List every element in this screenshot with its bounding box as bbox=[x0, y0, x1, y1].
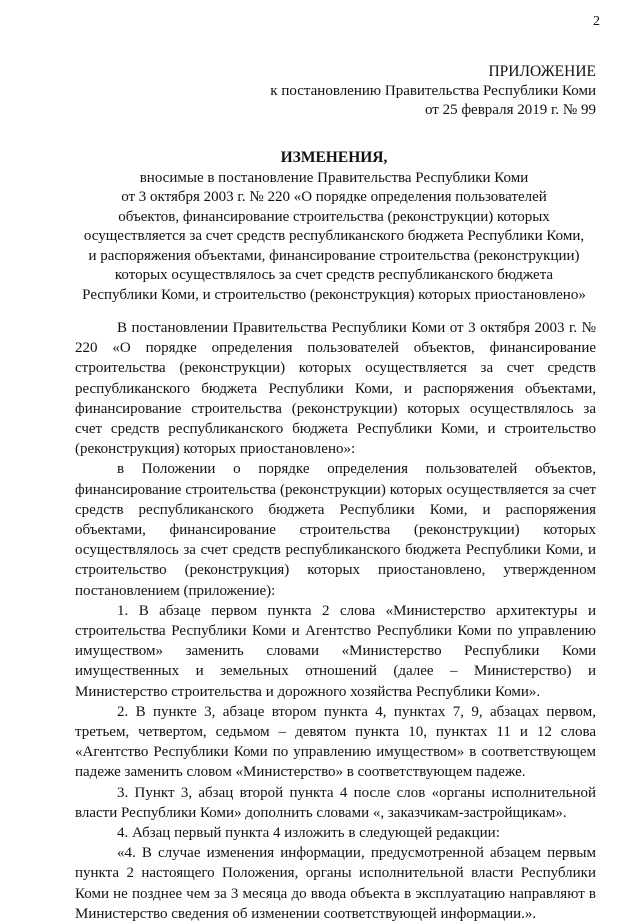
changes-header bbox=[64, 148, 604, 305]
changes-subtitle-line: и распоряжения объектами, финансирование строительства (реконструкции) bbox=[88, 247, 580, 264]
appendix-line: к постановлению Правительства Республики Коми bbox=[270, 82, 596, 99]
appendix-heading: ПРИЛОЖЕНИЕ bbox=[488, 63, 596, 80]
changes-subtitle-line: объектов, финансирование строительства (реконструкции) которых bbox=[118, 208, 550, 225]
body-paragraph: 1. В абзаце первом пункта 2 слова «Министерство архитектуры и строительства Республики Коми и Агентство Республики Коми по управлению имуществом» заменить словами «Министерство Республики Коми имущественных и земельных отношений (далее – Министерство) и Министерство строительства и дорожного хозяйства Республики Коми». bbox=[75, 602, 596, 700]
body-paragraph: в Положении о порядке определения пользователей объектов, финансирование строительства (реконструкции) которых осуществляется за счет средств республиканского бюджета Республики Коми, и распоряжения объектами, финансирование строительства (реконструкции) которых осуществлялось за счет средств республиканского бюджета Республики Коми, и строительство (реконструкция) которых приостановлено, утвержденном постановлением (приложение): bbox=[75, 461, 596, 599]
page-number: 2 bbox=[593, 14, 600, 29]
appendix-line: от 25 февраля 2019 г. № 99 bbox=[424, 102, 596, 118]
changes-subtitle-line: от 3 октября 2003 г. № 220 «О порядке определения пользователей bbox=[121, 189, 547, 205]
body-paragraph: «4. В случае изменения информации, предусмотренной абзацем первым пункта 2 настоящего Положения, органы исполнительной власти Республики Коми не позднее чем за 3 месяца до ввода объекта в эксплуатацию направляют в Министерство сведения об изменении соответствующей информации.». bbox=[75, 845, 596, 922]
changes-subtitle-line: осуществляется за счет средств республиканского бюджета Республики Коми, bbox=[83, 228, 585, 244]
body-paragraph: 4. Абзац первый пункта 4 изложить в следующей редакции: bbox=[117, 825, 500, 842]
document-body bbox=[75, 318, 596, 924]
body-paragraph: 2. В пункте 3, абзаце втором пункта 4, пунктах 7, 9, абзацах первом, третьем, четвертом, седьмом – девятом пункта 10, пунктах 11 и 12 слова «Агентство Республики Коми по управлению имуществом» в соответствующем падеже заменить словом «Министерство» в соответствующем падеже. bbox=[75, 703, 596, 781]
changes-subtitle-line: Республики Коми, и строительство (реконструкция) которых приостановлено» bbox=[82, 286, 586, 303]
body-paragraph: В постановлении Правительства Республики Коми от 3 октября 2003 г. № 220 «О порядке определения пользователей объектов, финансирование строительства (реконструкции) которых осуществляется за счет средств республиканского бюджета Республики Коми, и распоряжения объектами, финансирование строительства (реконструкции) которых осуществлялось за счет средств республиканского бюджета Республики Коми, и строительство (реконструкция) которых приостановлено»: bbox=[75, 320, 596, 458]
appendix-block bbox=[176, 62, 596, 121]
changes-title: ИЗМЕНЕНИЯ, bbox=[280, 149, 388, 166]
changes-subtitle-line: вносимые в постановление Правительства Республики Коми bbox=[139, 169, 529, 186]
changes-subtitle-line: которых осуществлялось за счет средств республиканского бюджета bbox=[114, 267, 554, 283]
body-paragraph: 3. Пункт 3, абзац второй пункта 4 после слов «органы исполнительной власти Республики Коми» дополнить словами «, заказчикам-застройщикам». bbox=[75, 784, 596, 821]
